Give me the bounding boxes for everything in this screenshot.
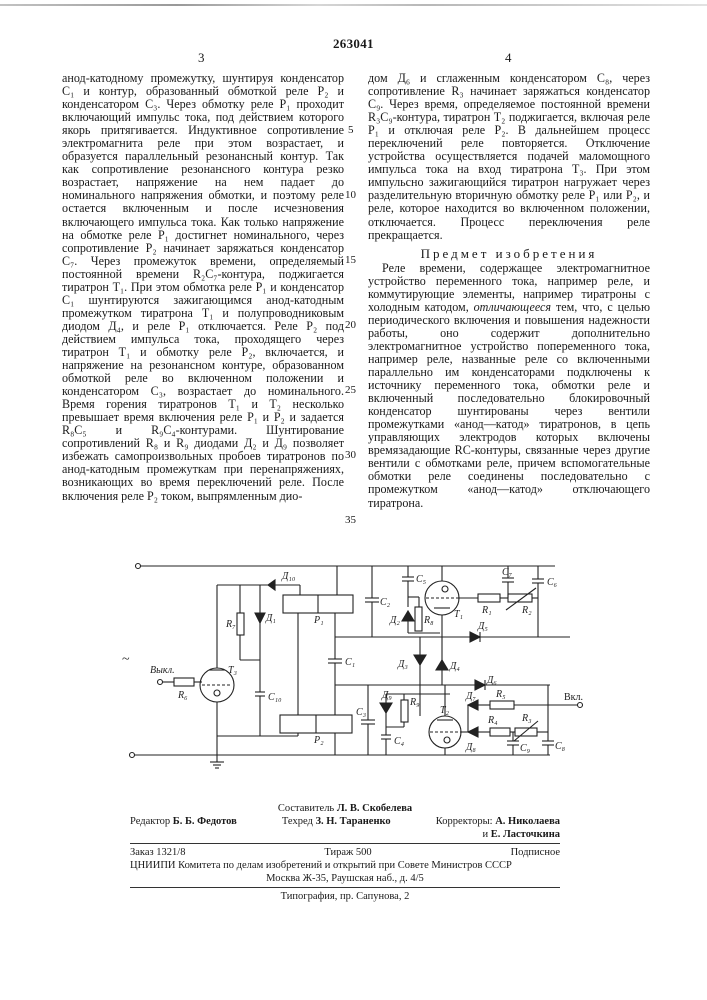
line-number: 15 [345,254,356,266]
resistor-R7 [237,613,244,635]
label-D10: Д₁₀ [282,571,296,582]
label-C10: C₁₀ [268,692,282,703]
top-scan-rule [0,4,707,6]
resistor-R5 [490,701,514,709]
label-C4: C₄ [394,736,405,747]
diode-D2 [402,611,414,621]
label-D8: Д₈ [466,742,476,753]
label-R2: R₂ [522,605,532,616]
techred-label: Техред [281,816,313,827]
label-R7: R₇ [226,619,236,630]
left-paragraph: анод-катодному промежутку, шунтируя конденсатор C₁ и контур, образованный обмоткой реле P₂ и конденсатором C₃. Через обмотку реле P₁ проходит включающий импульс тока, под действием которого якорь притягивается. Индуктивное сопротивление электромагнита реле при этом возрастает, и образуется параллельный резонансный контур. Так как сопротивление резонансного контура резко возрастает, напряжение на нем падает до номинального напряжения обмотки, и поэтому реле остается включенным и после исчезновения включающего импульса тока. Как только напряжение на обмотке реле P₁ достигнет номинального, через сопротивление P₂ начинает заряжаться конденсатор C₇. Через промежуток времени, определяемый постоянной времени R₂C₇-контура, поджигается тиратрон T₁. При этом обмотка реле P₁ и конденсатор C₁ шунтируются зажигающимся анод-катодным промежутком тиратрона T₁ и полупроводниковым диодом Д₄, и реле P₁ отключается. Реле P₂ под действием импульса тока, проходящего через тиратрон T₁ и обмотку реле P₂, включается, и напряжение на резонансном контуре, образованном обмоткой реле во включенном положении и конденсатором C₃, возрастает до номинального. Время горения тиратронов T₁ и T₂ несколько превышает время включения реле P₁ и P₂ и задается R₈C₅ и R₉C₄-контурами. Шунтирование сопротивлений R₈ и R₉ диодами Д₂ и Д₉ позволяет избежать самопроизвольных пробоев тиратронов по анод-катодным промежуткам при перенапряжениях, возникающих во время переключений реле. После включения реле P₂ током, выпрямленным дио- [62,71,344,503]
corrector-2-prefix: и [482,829,489,840]
label-C2: C₂ [380,597,391,608]
label-D9: Д₉ [382,690,392,701]
label-T1: T₁ [454,609,464,620]
line-number: 35 [345,514,356,526]
resistor-R1 [478,594,500,602]
compiler-label: Составитель [277,803,335,814]
label-off-input: Выкл. [150,665,175,676]
printing-house: Типография, пр. Сапунова, 2 [280,891,410,902]
label-C7: C₇ [502,567,513,578]
diode-D1 [255,613,265,623]
label-C5: C₅ [416,574,427,585]
label-ac-source: ~ [122,652,130,667]
techred [282,815,391,841]
subscription: Подписное [510,847,560,858]
circuit-diagram [110,555,590,785]
diode-D4 [436,660,448,670]
diode-D8 [468,727,478,737]
terminal-bottom [130,753,135,758]
right-paragraph: дом Д₆ и сглаженным конденсатором C₈, через сопротивление R₃ начинает заряжаться конденсатор C₉. Через время, определяемое постоянной времени R₃C₉-контура, тиратрон T₂ поджигается, включая реле P₁ и отключая реле P₂. В дальнейшем процесс переключений реле повторяется. Отключение устройства осуществляется подачей маломощного импульса тока на вход тиратрона T₃. При этом импульсно зажигающийся тиратрон нагружает через разделительную вторичную обмотку реле P₁ или P₂, и реле, которое находится во включенном положении, отключается. Процесс переключения реле прекращается. [368,71,650,242]
line-number: 5 [348,124,354,136]
label-C9: C₉ [520,743,531,754]
claim-rest: тем, что, с целью периодического включения и повышения надежности работы, оно содержит дополнительно электромагнитное устройство попеременного тока, например реле, названные реле со включенными параллельно им конденсаторами подключены к источнику переменного тока, обмотки реле и включенный последовательно блокировочный конденсатор шунтированы через вентили промежутками «анод—катод» тиратронов, в цепь управляющих электродов которых включены времязадающие RC-контуры, связанные через другие вентили с обмотками реле, причем вспомогательные обмотки реле соединены последовательно с промежутком «анод—катод» отключающего тиратрона. [368,299,651,510]
left-column [62,72,344,503]
label-R9: R₉ [410,697,420,708]
label-D7: Д₇ [466,691,476,702]
label-D2: Д₂ [390,615,400,626]
claim-paragraph [368,262,650,510]
diode-D6 [475,680,485,690]
resistor-R2 [508,594,532,602]
label-P2: P₂ [314,735,324,746]
label-P1: P₁ [314,615,324,626]
corrector-1: А. Николаева [495,816,560,827]
label-D5: Д₅ [478,621,488,632]
correctors-label: Корректоры: [435,816,493,827]
label-R5: R₅ [496,689,506,700]
label-D6: Д₆ [487,675,497,686]
patent-number: 263041 [333,36,374,51]
compiler-name: Л. В. Скобелева [336,803,413,814]
diode-D10 [268,580,275,590]
claim-start: Реле времени, содержащее электромагнитное устройство переменного тока, например реле, и коммутирующие элементы, например тиратроны с холодным катодом, [368,260,650,314]
label-D3: Д₃ [398,659,408,670]
techred-name: З. Н. Тараненко [315,816,391,827]
label-on-input: Вкл. [564,692,584,703]
diode-D9 [380,703,392,713]
circulation: Тираж 500 [324,847,372,858]
editor-label: Редактор [130,816,171,827]
publisher: ЦНИИПИ Комитета по делам изобретений и открытий при Совете Министров СССР [130,860,512,871]
corrector-2: Е. Ласточкина [490,829,560,840]
page-number-right: 4 [505,50,512,65]
editor [130,815,237,841]
address: Москва Ж-35, Раушская наб., д. 4/5 [266,873,424,884]
resistor-R8 [415,607,422,631]
line-number: 20 [345,319,356,331]
label-C1: C₁ [345,657,356,668]
label-T2: T₂ [440,705,450,716]
terminal-top [136,564,141,569]
label-C6: C₆ [547,577,558,588]
footer-rule [130,887,560,888]
label-R3: R₃ [522,713,532,724]
line-number: 25 [345,384,356,396]
order-number: Заказ 1321/8 [130,847,186,858]
compiler-line [130,802,560,815]
terminal-on [578,703,583,708]
resistor-R4 [490,728,510,736]
label-T3: T₃ [228,665,238,676]
diode-D5 [470,632,480,642]
resistor-R6 [174,678,194,686]
label-R8: R₈ [424,615,434,626]
label-D1: Д₁ [266,613,276,624]
editor-name: Б. Б. Федотов [172,816,237,827]
label-C3: C₃ [356,707,367,718]
label-C8: C₈ [555,741,566,752]
page-number-left: 3 [198,50,205,65]
terminal-off [158,680,163,685]
label-R1: R₁ [482,605,492,616]
credits-row [130,815,560,841]
imprint-footer [130,802,560,903]
order-row [130,846,560,859]
correctors [436,815,560,841]
section-heading: Предмет изобретения [420,245,598,261]
resistor-R3 [515,728,537,736]
claim-italic: отличающееся [473,299,552,314]
line-number: 10 [345,189,356,201]
label-R4: R₄ [488,715,498,726]
footer-rule [130,843,560,844]
right-column [368,72,650,510]
label-D4: Д₄ [450,661,460,672]
diode-D3 [414,655,426,665]
resistor-R9 [401,700,408,722]
label-R6: R₆ [178,690,188,701]
line-number: 30 [345,449,356,461]
